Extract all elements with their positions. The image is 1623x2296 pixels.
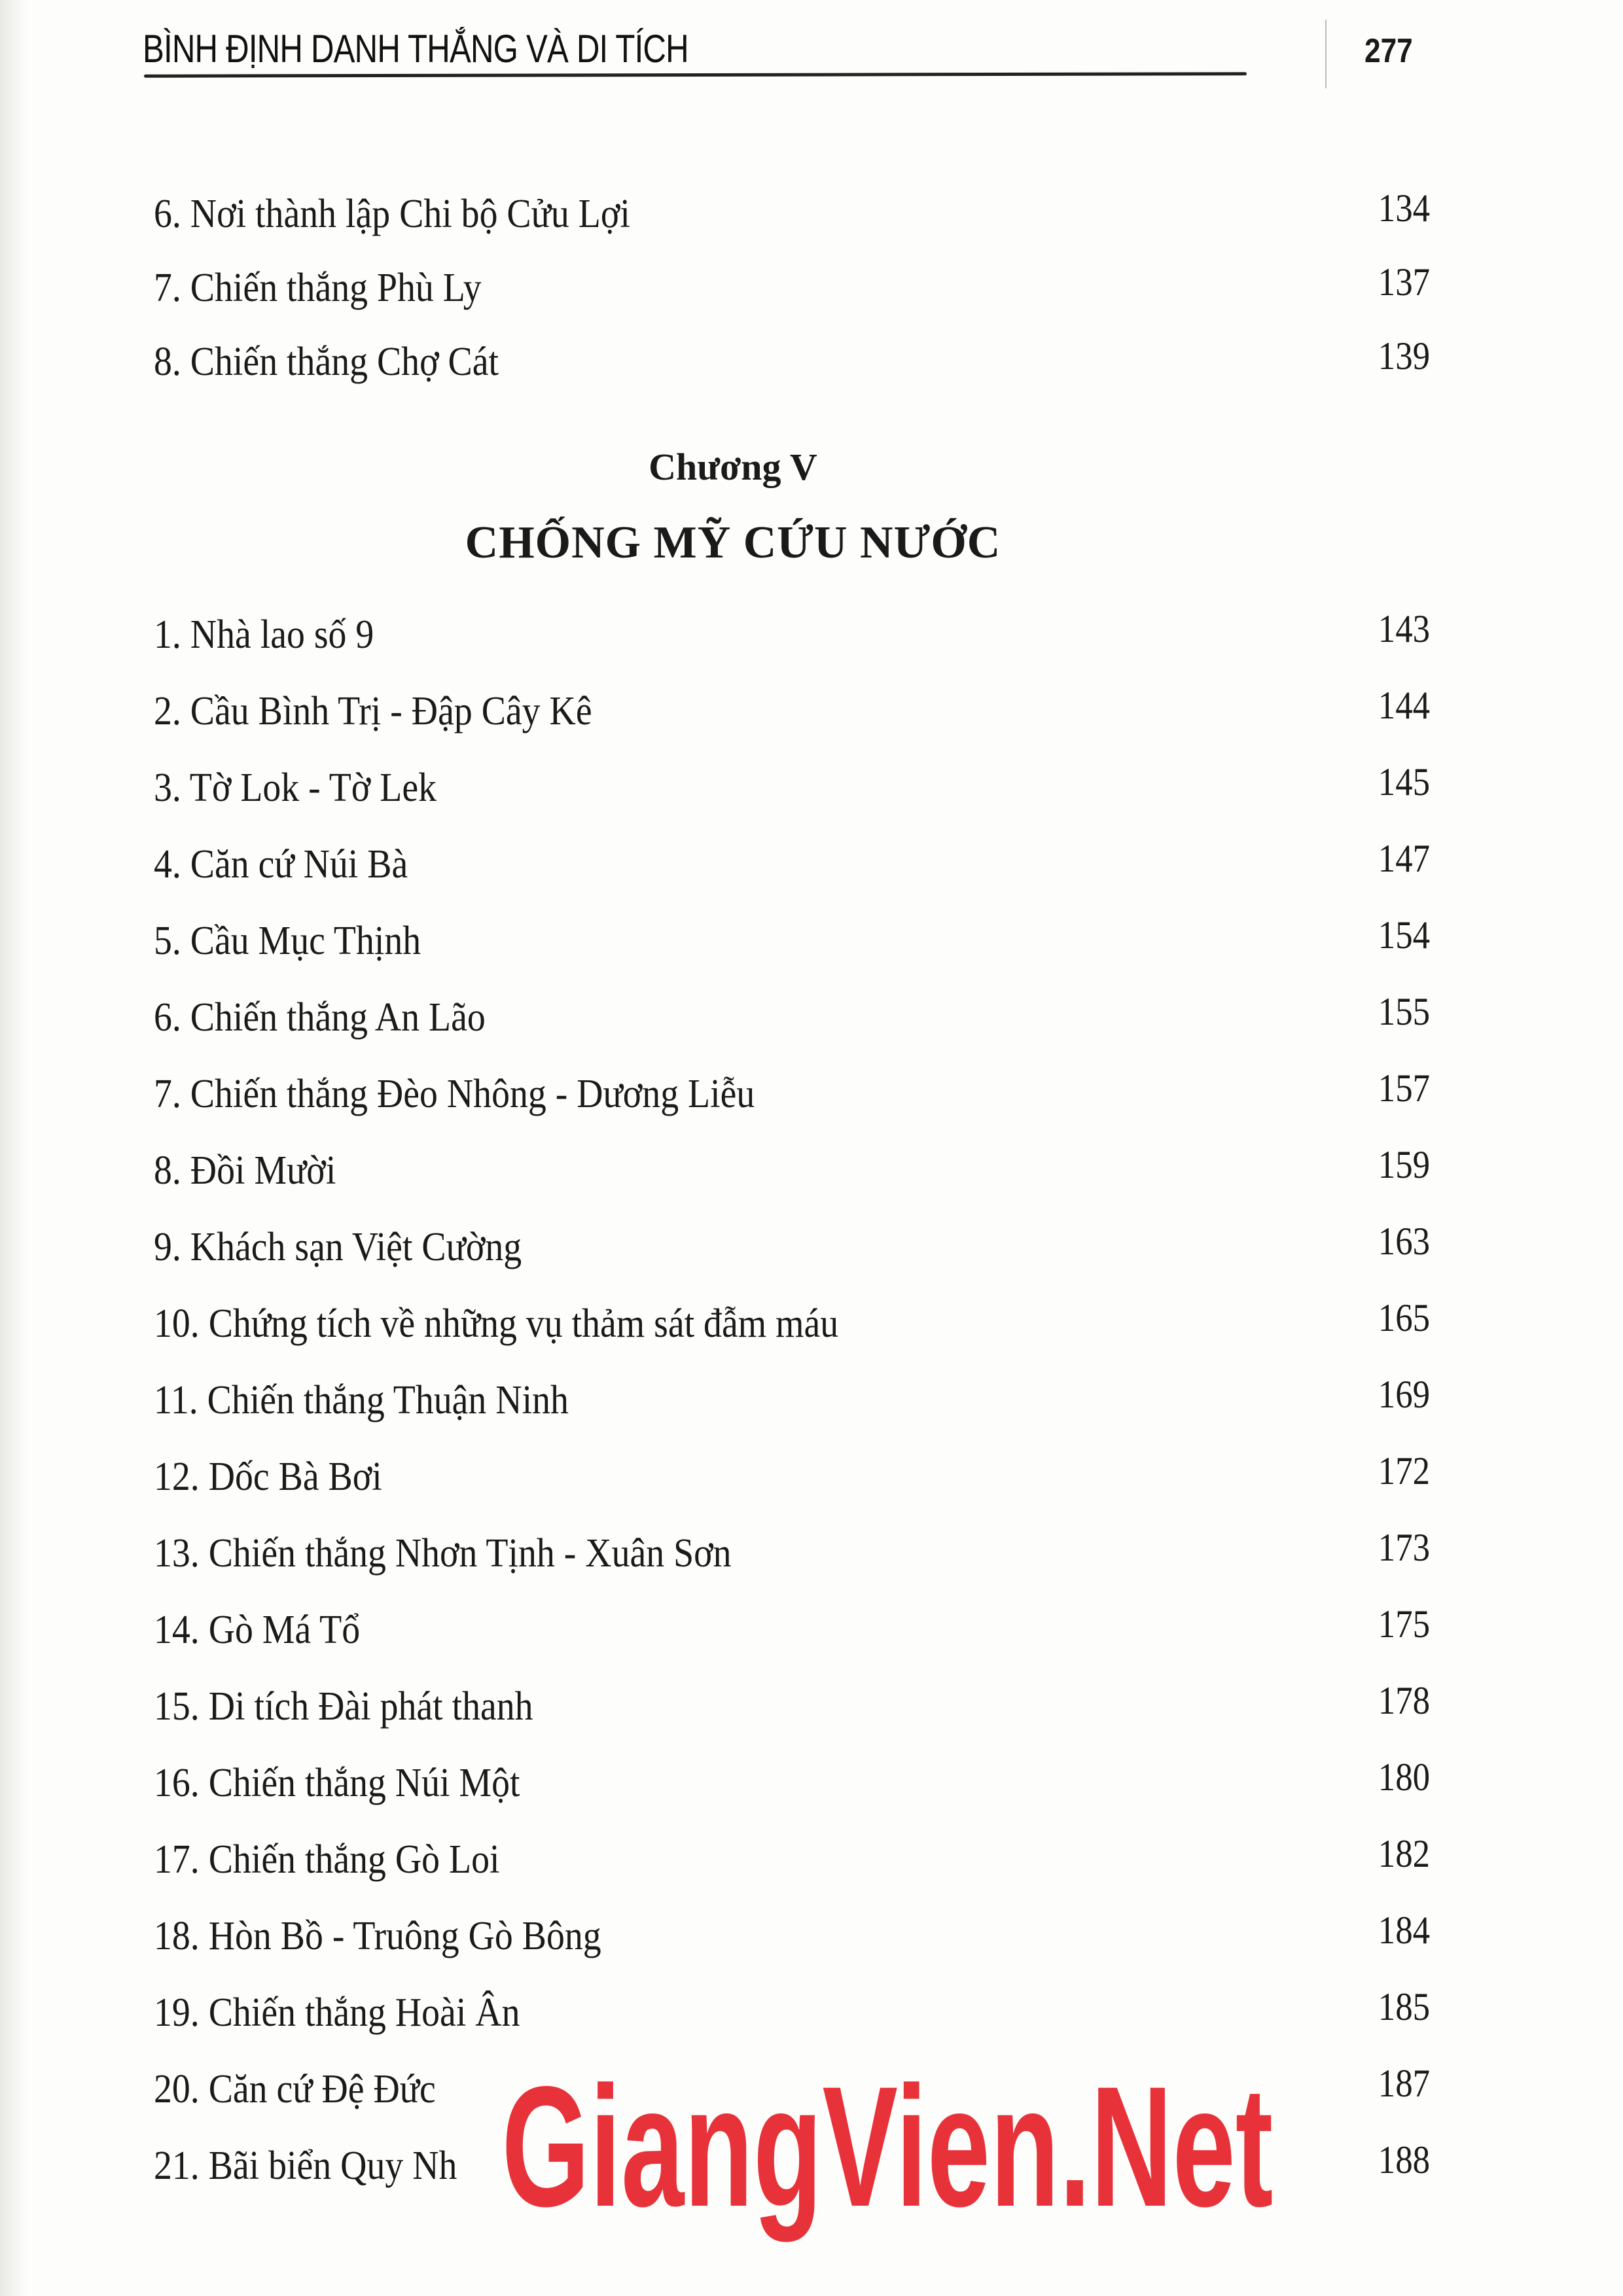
- toc-entry: [154, 1679, 1430, 1736]
- toc-entry: [154, 1373, 1430, 1430]
- watermark-logo: GiangVien.Net: [497, 2061, 1277, 2233]
- toc-entry-title: 20. Căn cứ Đệ Đức: [154, 2067, 436, 2111]
- toc-entry: [154, 186, 1430, 243]
- running-title: BÌNH ĐỊNH DANH THẮNG VÀ DI TÍCH: [143, 27, 688, 71]
- toc-entry-page: 169: [1378, 1373, 1430, 1416]
- toc-entry-title: 7. Chiến thắng Đèo Nhông - Dương Liễu: [154, 1072, 755, 1116]
- toc-entry-page: 159: [1378, 1143, 1430, 1186]
- toc-entry-title: 6. Nơi thành lập Chi bộ Cửu Lợi: [154, 192, 630, 236]
- chapter-label: Chương V: [649, 446, 817, 488]
- header-rule: [144, 72, 1247, 78]
- toc-entry: [154, 1602, 1430, 1659]
- toc-entry-title: 14. Gò Má Tổ: [154, 1608, 361, 1652]
- toc-entry-title: 15. Di tích Đài phát thanh: [154, 1684, 533, 1729]
- header-divider: [1325, 20, 1327, 88]
- toc-entry-page: 144: [1378, 684, 1430, 727]
- toc-entry-page: 172: [1378, 1449, 1430, 1492]
- toc-entry: [154, 990, 1430, 1047]
- toc-entry-title: 7. Chiến thắng Phù Ly: [154, 266, 482, 310]
- toc-entry-page: 180: [1378, 1756, 1430, 1799]
- toc-entry-page: 173: [1378, 1526, 1430, 1569]
- toc-entry-title: 8. Đồi Mười: [154, 1148, 336, 1193]
- toc-entry: [154, 837, 1430, 894]
- toc-entry: [154, 334, 1430, 391]
- toc-entry-title: 9. Khách sạn Việt Cường: [154, 1225, 522, 1269]
- toc-entry-title: 18. Hòn Bồ - Truông Gò Bông: [154, 1914, 601, 1958]
- toc-entry-title: 12. Dốc Bà Bơi: [154, 1455, 382, 1499]
- toc-entry-page: 143: [1378, 607, 1430, 650]
- toc-entry-title: 5. Cầu Mục Thịnh: [154, 919, 421, 963]
- toc-entry-title: 3. Tờ Lok - Tờ Lek: [154, 766, 437, 810]
- toc-entry: [154, 260, 1430, 317]
- toc-entry: [154, 1526, 1430, 1583]
- toc-entry: [154, 1449, 1430, 1506]
- toc-entry-title: 8. Chiến thắng Chợ Cát: [154, 340, 499, 384]
- toc-entry: [154, 607, 1430, 664]
- toc-entry-page: 185: [1378, 1985, 1430, 2028]
- toc-entry-page: 184: [1378, 1909, 1430, 1952]
- toc-entry-page: 182: [1378, 1832, 1430, 1875]
- toc-entry: [154, 1756, 1430, 1812]
- toc-entry-title: 11. Chiến thắng Thuận Ninh: [154, 1378, 569, 1422]
- toc-entry-page: 188: [1378, 2138, 1430, 2181]
- toc-entry: [154, 684, 1430, 741]
- toc-entry-title: 17. Chiến thắng Gò Loi: [154, 1837, 500, 1882]
- page-edge-shadow: [0, 0, 26, 2296]
- chapter-title: CHỐNG MỸ CỨU NƯỚC: [465, 518, 1001, 568]
- toc-entry: [154, 1832, 1430, 1889]
- toc-entry: [154, 760, 1430, 817]
- toc-entry: [154, 1296, 1430, 1353]
- toc-entry-title: 4. Căn cứ Núi Bà: [154, 842, 408, 887]
- toc-entry-page: 178: [1378, 1679, 1430, 1722]
- toc-entry-page: 137: [1378, 260, 1430, 304]
- toc-entry-page: 157: [1378, 1067, 1430, 1110]
- toc-entry-page: 163: [1378, 1220, 1430, 1263]
- toc-entry: [154, 1067, 1430, 1123]
- toc-entry-page: 147: [1378, 837, 1430, 880]
- toc-entry-title: 19. Chiến thắng Hoài Ân: [154, 1990, 520, 2035]
- toc-entry-title: 10. Chứng tích về những vụ thảm sát đẫm máu: [154, 1301, 839, 1346]
- toc-entry-page: 165: [1378, 1296, 1430, 1339]
- toc-entry-page: 175: [1378, 1602, 1430, 1646]
- toc-entry: [154, 1985, 1430, 2042]
- toc-entry-title: 21. Bãi biển Quy Nh: [154, 2144, 457, 2188]
- toc-entry-title: 6. Chiến thắng An Lão: [154, 995, 486, 1040]
- toc-entry: [154, 1143, 1430, 1200]
- toc-entry-page: 154: [1378, 913, 1430, 957]
- toc-entry-title: 16. Chiến thắng Núi Một: [154, 1761, 520, 1805]
- toc-entry-page: 134: [1378, 186, 1430, 230]
- page-number: 277: [1364, 32, 1413, 70]
- toc-entry-page: 187: [1378, 2062, 1430, 2105]
- toc-entry-title: 1. Nhà lao số 9: [154, 612, 374, 657]
- toc-entry: [154, 913, 1430, 970]
- toc-entry: [154, 1220, 1430, 1277]
- toc-entry-page: 139: [1378, 334, 1430, 378]
- toc-entry-page: 155: [1378, 990, 1430, 1033]
- toc-entry-title: 2. Cầu Bình Trị - Đập Cây Kê: [154, 689, 592, 733]
- toc-entry-title: 13. Chiến thắng Nhơn Tịnh - Xuân Sơn: [154, 1531, 732, 1576]
- toc-entry: [154, 1909, 1430, 1966]
- toc-entry-page: 145: [1378, 760, 1430, 804]
